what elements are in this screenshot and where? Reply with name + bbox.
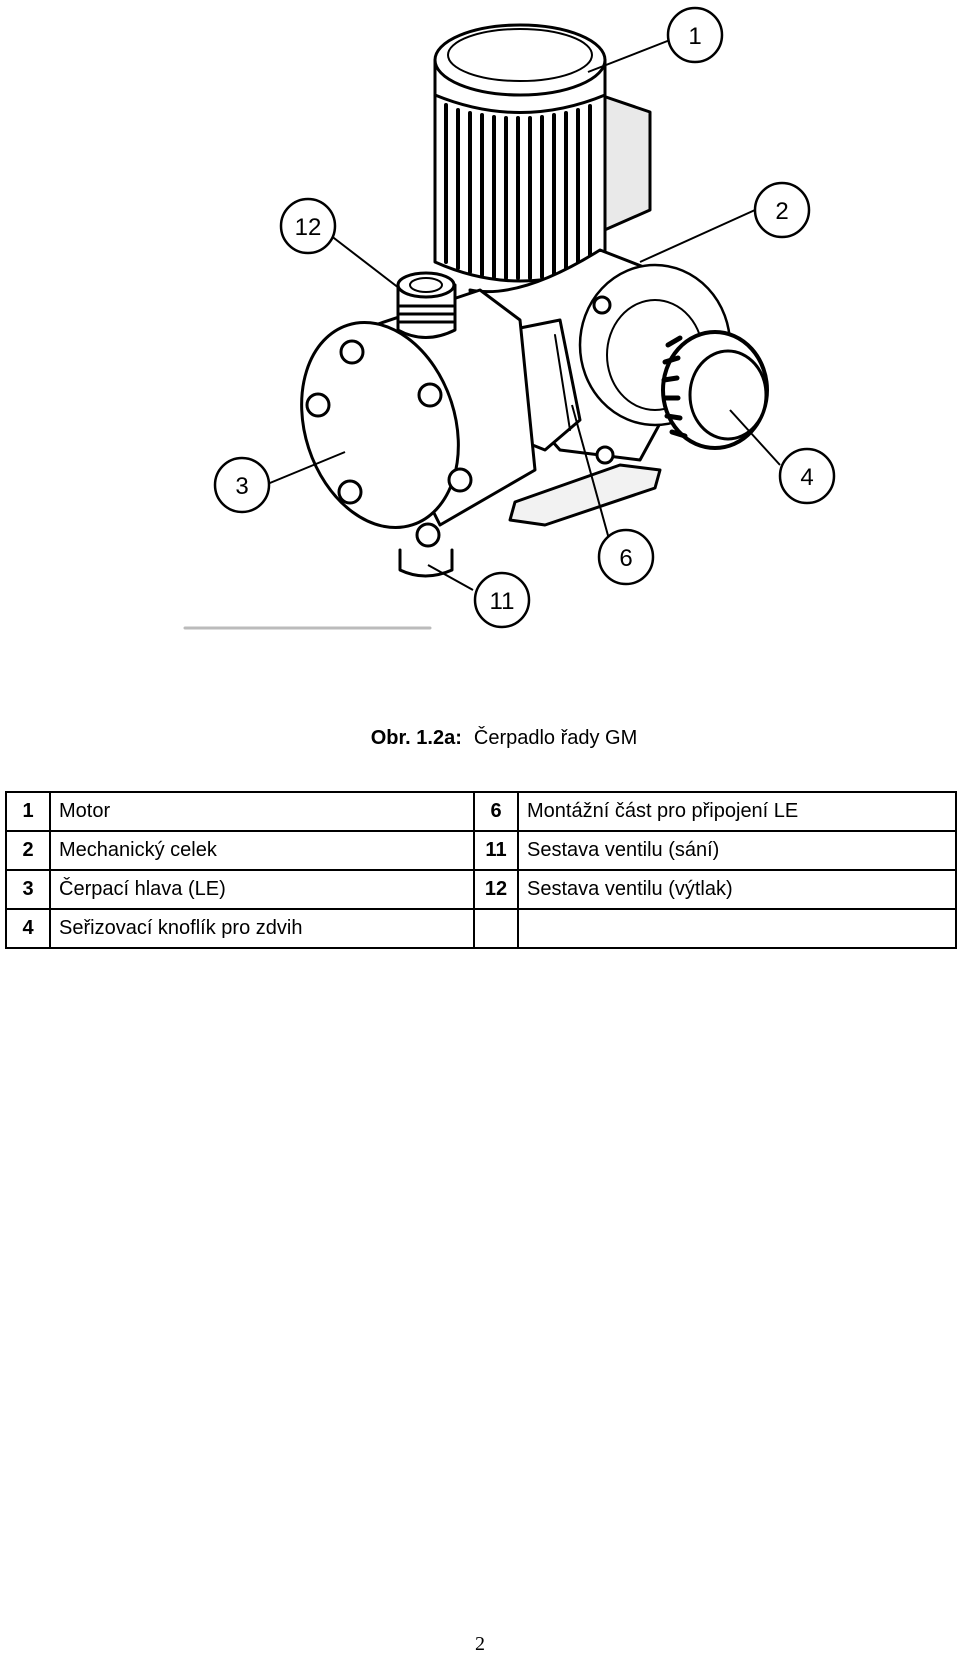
- callout-11: 11: [489, 588, 515, 615]
- part-number: 1: [6, 792, 50, 831]
- part-name: Sestava ventilu (výtlak): [518, 870, 956, 909]
- table-row: [6, 831, 956, 870]
- part-number: 6: [474, 792, 518, 831]
- callout-3: 3: [235, 473, 249, 500]
- part-name: Montážní část pro připojení LE: [518, 792, 956, 831]
- part-number: 12: [474, 870, 518, 909]
- part-number: 11: [474, 831, 518, 870]
- part-number: 2: [6, 831, 50, 870]
- table-row: [6, 792, 956, 831]
- table-row: [6, 909, 956, 948]
- part-name: Sestava ventilu (sání): [518, 831, 956, 870]
- part-name: Mechanický celek: [50, 831, 474, 870]
- pump-drawing: [0, 0, 960, 640]
- caption-label: Obr. 1.2a:: [370, 727, 462, 749]
- part-number: 4: [6, 909, 50, 948]
- part-name: Motor: [50, 792, 474, 831]
- callout-2: 2: [775, 198, 789, 225]
- part-name: Seřizovací knoflík pro zdvih: [50, 909, 474, 948]
- part-number: [474, 909, 518, 948]
- parts-legend-table: [5, 791, 957, 949]
- table-row: [6, 870, 956, 909]
- caption-text: Čerpadlo řady GM: [473, 727, 638, 749]
- part-number: 3: [6, 870, 50, 909]
- page-number: 2: [475, 1633, 485, 1655]
- callout-4: 4: [800, 464, 814, 491]
- figure-caption: [0, 726, 960, 750]
- callout-12: 12: [294, 214, 322, 241]
- callout-6: 6: [619, 545, 633, 572]
- callout-1: 1: [688, 23, 702, 50]
- part-name: [518, 909, 956, 948]
- part-name: Čerpací hlava (LE): [50, 870, 474, 909]
